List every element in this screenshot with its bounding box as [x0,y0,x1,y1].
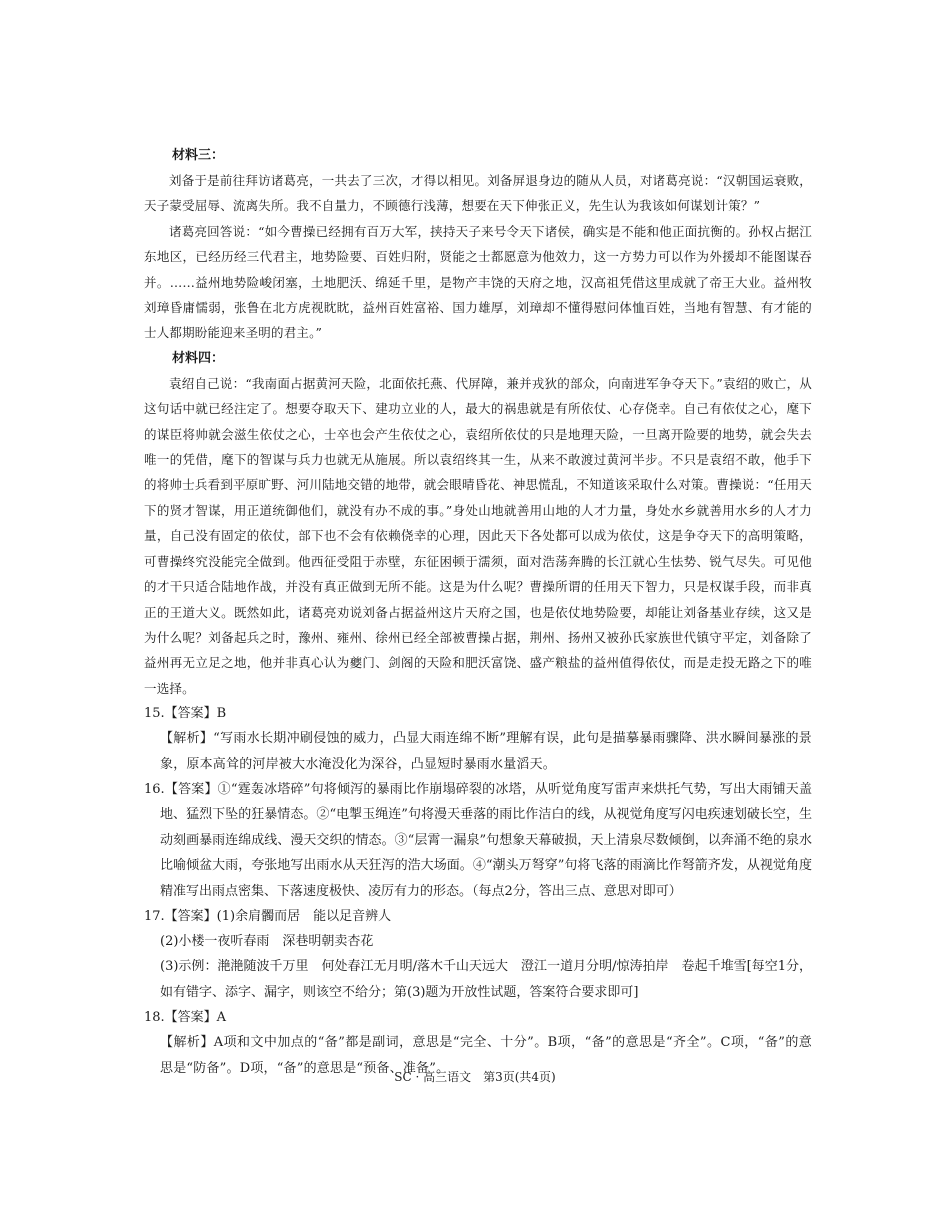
material3-paragraph-2: 诸葛亮回答说：“如今曹操已经拥有百万大军，挟持天子来号令天下诸侯，确实是不能和他正面抗衡的。孙权占据江东地区，已经历经三代君主，地势险要、百姓归附，贤能之士都愿意为他效力，这一方势力可以作为外援却不能图谋吞并。……益州地势险峻闭塞，土地肥沃、绵延千里，是物产丰饶的天府之地，汉高祖凭借这里成就了帝王大业。益州牧刘璋昏庸懦弱，张鲁在北方虎视眈眈，益州百姓富裕、国力雄厚，刘璋却不懂得慰问体恤百姓，当地有智慧、有才能的士人都期盼能迎来圣明的君主。” [144,223,812,341]
page-content [144,143,812,1081]
page-footer: SC · 高三语文 第3页(共4页) [394,1070,556,1084]
answer-17-item-2: (2)小楼一夜听春雨 深巷明朝卖杏花 [160,933,374,949]
material4-paragraph-1: 袁绍自己说：“我南面占据黄河天险，北面依托燕、代屏障，兼并戎狄的部众，向南进军争夺天下。”袁绍的败亡，从这句话中就已经注定了。想要夺取天下、建功立业的人，最大的祸患就是有所依仗、心存侥幸。自己有依仗之心，麾下的谋臣将帅就会滋生依仗之心，士卒也会产生依仗之心，袁绍所依仗的只是地理天险，一旦离开险要的地势，就会失去唯一的凭借，麾下的智谋与兵力也就无从施展。所以袁绍终其一生，从来不敢渡过黄河半步。不只是袁绍不敢，他手下的将帅士兵看到平原旷野、河川陆地交错的地带，就会眼晴昏花、神思慌乱，不知道该采取什么对策。曹操说：“任用天下的贤才智谋，用正道统御他们，就没有办不成的事。”身处山地就善用山地的人才力量，身处水乡就善用水乡的人才力量，自己没有固定的依仗，部下也不会有依赖侥幸的心理，因此天下各处都可以成为依仗，这是争夺天下的高明策略，可曹操终究没能完全做到。他西征受阻于赤壁，东征困顿于濡须，面对浩荡奔腾的长江就心生怯势、锐气尽失。可见他的才干只适合陆地作战，并没有真正做到无所不能。这是为什么呢？曹操所谓的任用天下智力，只是权谋手段，而非真正的王道大义。既然如此，诸葛亮劝说刘备占据益州这片天府之国，也是依仗地势险要，却能让刘备基业存续，这又是为什么呢？刘备起兵之时，豫州、雍州、徐州已经全部被曹操占据，荆州、扬州又被孙氏家族世代镇守平定，刘备除了益州再无立足之地，他并非真心认为夔门、剑阁的天险和肥沃富饶、盛产粮盐的益州值得依仗，而是走投无路之下的唯一选择。 [144,375,812,696]
answer-16: 16.【答案】①“霆轰冰塔碎”句将倾泻的暴雨比作崩塌碎裂的冰塔，从听觉角度写雷声来烘托气势，写出大雨铺天盖地、猛烈下坠的狂暴情态。②“电掣玉绳连”句将漫天垂落的雨比作洁白的线，从视觉角度写闪电疾速划破长空，生动刻画暴雨连绵成线、漫天交织的情态。③“层霄一漏泉”句想象天幕破损，天上清泉尽数倾倒，以奔涌不绝的泉水比喻倾盆大雨，夸张地写出雨水从天狂泻的浩大场面。④“潮头万弩穿”句将飞落的雨滴比作弩箭齐发，从视觉角度精准写出雨点密集、下落速度极快、凌厉有力的形态。（每点2分，答出三点、意思对即可） [144,781,812,899]
material4-heading: 材料四： [172,350,225,366]
material3-paragraph-1: 刘备于是前往拜访诸葛亮，一共去了三次，才得以相见。刘备屏退身边的随从人员，对诸葛亮说：“汉朝国运衰败，天子蒙受屈辱、流离失所。我不自量力，不顾德行浅薄，想要在天下伸张正义，先生认为我该如何谋划计策？” [144,173,812,214]
answer-15-analysis: 【解析】“写雨水长期冲刷侵蚀的威力，凸显大雨连绵不断”理解有误，此句是描摹暴雨骤降、洪水瞬间暴涨的景象，原本高耸的河岸被大水淹没化为深谷，凸显短时暴雨水量滔天。 [160,731,812,772]
answer-18-analysis: 【解析】A项和文中加点的“备”都是副词，意思是“完全、十分”。B项，“备”的意思是“齐全”。C项，“备”的意思是“防备”。D项，“备”的意思是“预备、准备”。 [160,1035,812,1076]
material3-heading: 材料三： [172,148,225,163]
answer-17-item-3: (3)示例：滟滟随波千万里 何处春江无月明/落木千山天远大 澄江一道月分明/惊涛拍岸 卷起千堆雪[每空1分，如有错字、添字、漏字，则该空不给分；第(3)题为开放性试题，答案符合要求即可] [160,959,812,1000]
answer-15-head: 15.【答案】B [144,706,227,722]
answer-17-head: 17.【答案】(1)余肩髑而居 能以足音辨人 [144,908,392,924]
answer-18-head: 18.【答案】A [144,1010,227,1026]
